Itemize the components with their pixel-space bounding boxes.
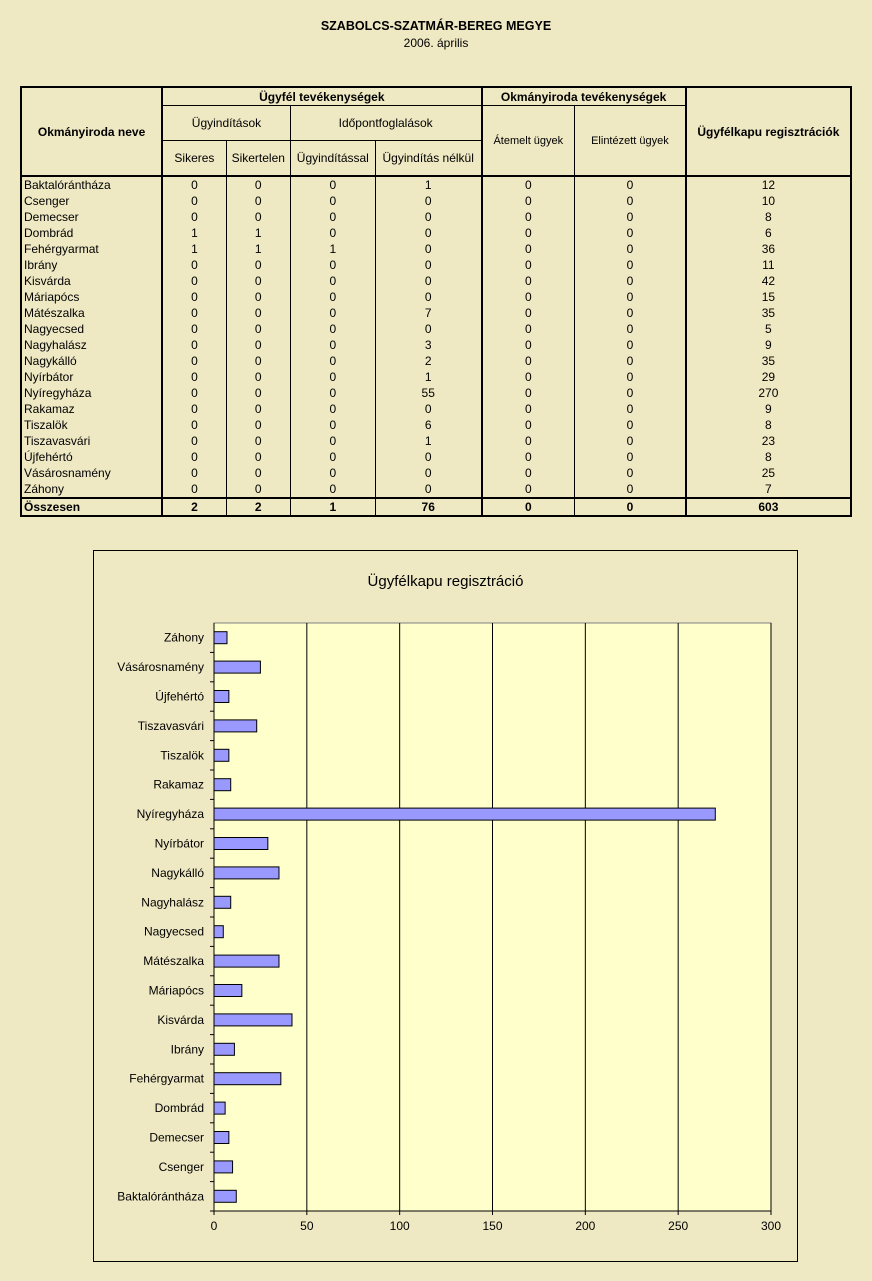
- portal-registrations-cell: 8: [686, 417, 851, 433]
- report-period: 2006. április: [403, 36, 469, 50]
- successful-cell: 1: [162, 241, 226, 257]
- transferred-cell: 0: [482, 433, 575, 449]
- without-case-start-cell: 7: [375, 305, 481, 321]
- office-name-cell: Tiszavasvári: [21, 433, 162, 449]
- bar: [214, 1132, 229, 1144]
- with-case-start-cell: 0: [290, 321, 375, 337]
- with-case-start-cell: 0: [290, 209, 375, 225]
- table-row: [21, 225, 851, 241]
- office-name-cell: Ibrány: [21, 257, 162, 273]
- completed-cell: 0: [575, 433, 686, 449]
- office-name-cell: Záhony: [21, 481, 162, 498]
- without-case-start-cell: 0: [375, 289, 481, 305]
- completed-cell: 0: [575, 225, 686, 241]
- portal-registrations-cell: 35: [686, 305, 851, 321]
- transferred-cell: 0: [482, 449, 575, 465]
- unsuccessful-cell: 0: [226, 321, 290, 337]
- category-label: Nyírbátor: [154, 836, 204, 851]
- bar: [214, 691, 229, 703]
- completed-cell: 0: [575, 498, 686, 516]
- successful-cell: 0: [162, 385, 226, 401]
- bar: [214, 1161, 233, 1173]
- successful-cell: 0: [162, 289, 226, 305]
- without-case-start-cell: 0: [375, 481, 481, 498]
- table-row: [21, 353, 851, 369]
- table-row: [21, 433, 851, 449]
- header-office-name: Okmányiroda neve: [21, 87, 162, 176]
- completed-cell: 0: [575, 241, 686, 257]
- successful-cell: 0: [162, 257, 226, 273]
- unsuccessful-cell: 1: [226, 225, 290, 241]
- portal-registrations-cell: 12: [686, 176, 851, 193]
- table-row: [21, 209, 851, 225]
- with-case-start-cell: 0: [290, 481, 375, 498]
- completed-cell: 0: [575, 369, 686, 385]
- table-row: [21, 321, 851, 337]
- bar: [214, 838, 268, 850]
- without-case-start-cell: 76: [375, 498, 481, 516]
- total-row: [21, 498, 851, 516]
- with-case-start-cell: 1: [290, 241, 375, 257]
- transferred-cell: 0: [482, 481, 575, 498]
- bar: [214, 808, 715, 820]
- category-label: Máriapócs: [148, 983, 204, 998]
- portal-registrations-cell: 23: [686, 433, 851, 449]
- without-case-start-cell: 0: [375, 401, 481, 417]
- table-row: [21, 257, 851, 273]
- without-case-start-cell: 0: [375, 193, 481, 209]
- completed-cell: 0: [575, 305, 686, 321]
- with-case-start-cell: 0: [290, 449, 375, 465]
- category-label: Ibrány: [170, 1042, 204, 1057]
- completed-cell: 0: [575, 289, 686, 305]
- successful-cell: 1: [162, 225, 226, 241]
- successful-cell: 0: [162, 481, 226, 498]
- without-case-start-cell: 0: [375, 273, 481, 289]
- successful-cell: 0: [162, 209, 226, 225]
- header-unsuccessful: Sikertelen: [226, 141, 290, 177]
- portal-registrations-cell: 15: [686, 289, 851, 305]
- completed-cell: 0: [575, 417, 686, 433]
- with-case-start-cell: 0: [290, 289, 375, 305]
- successful-cell: 0: [162, 193, 226, 209]
- transferred-cell: 0: [482, 305, 575, 321]
- portal-registrations-cell: 10: [686, 193, 851, 209]
- portal-registrations-cell: 9: [686, 337, 851, 353]
- statistics-table: [20, 86, 852, 517]
- table-row: [21, 241, 851, 257]
- office-name-cell: Nagyhalász: [21, 337, 162, 353]
- completed-cell: 0: [575, 465, 686, 481]
- without-case-start-cell: 1: [375, 433, 481, 449]
- with-case-start-cell: 0: [290, 401, 375, 417]
- office-name-cell: Újfehértó: [21, 449, 162, 465]
- unsuccessful-cell: 0: [226, 449, 290, 465]
- category-label: Mátészalka: [143, 954, 204, 969]
- table-row: [21, 385, 851, 401]
- successful-cell: 0: [162, 433, 226, 449]
- unsuccessful-cell: 0: [226, 273, 290, 289]
- portal-registrations-cell: 35: [686, 353, 851, 369]
- header-with-case-start: Ügyindítással: [290, 141, 375, 177]
- without-case-start-cell: 0: [375, 465, 481, 481]
- header-appointments: Időpontfoglalások: [290, 106, 481, 141]
- office-name-cell: Mátészalka: [21, 305, 162, 321]
- transferred-cell: 0: [482, 257, 575, 273]
- portal-registrations-cell: 270: [686, 385, 851, 401]
- category-label: Újfehértó: [155, 689, 204, 704]
- transferred-cell: 0: [482, 193, 575, 209]
- without-case-start-cell: 3: [375, 337, 481, 353]
- table-row: [21, 369, 851, 385]
- unsuccessful-cell: 0: [226, 369, 290, 385]
- office-name-cell: Nyíregyháza: [21, 385, 162, 401]
- portal-registrations-cell: 42: [686, 273, 851, 289]
- table-row: [21, 481, 851, 498]
- completed-cell: 0: [575, 401, 686, 417]
- category-label: Tiszalök: [160, 748, 204, 763]
- completed-cell: 0: [575, 193, 686, 209]
- without-case-start-cell: 55: [375, 385, 481, 401]
- bar: [214, 749, 229, 761]
- office-name-cell: Baktalórántháza: [21, 176, 162, 193]
- office-name-cell: Csenger: [21, 193, 162, 209]
- header-client-activities: Ügyfél tevékenységek: [162, 87, 481, 106]
- office-name-cell: Kisvárda: [21, 273, 162, 289]
- table-row: [21, 305, 851, 321]
- completed-cell: 0: [575, 337, 686, 353]
- transferred-cell: 0: [482, 385, 575, 401]
- completed-cell: 0: [575, 273, 686, 289]
- portal-registrations-cell: 5: [686, 321, 851, 337]
- unsuccessful-cell: 0: [226, 305, 290, 321]
- category-label: Nagyhalász: [141, 895, 204, 910]
- without-case-start-cell: 0: [375, 209, 481, 225]
- bar: [214, 926, 223, 938]
- without-case-start-cell: 1: [375, 369, 481, 385]
- with-case-start-cell: 0: [290, 417, 375, 433]
- completed-cell: 0: [575, 353, 686, 369]
- office-name-cell: Máriapócs: [21, 289, 162, 305]
- with-case-start-cell: 0: [290, 369, 375, 385]
- table-row: [21, 273, 851, 289]
- category-label: Demecser: [149, 1130, 204, 1145]
- bar: [214, 1073, 281, 1085]
- transferred-cell: 0: [482, 225, 575, 241]
- transferred-cell: 0: [482, 353, 575, 369]
- portal-registrations-cell: 25: [686, 465, 851, 481]
- office-name-cell: Összesen: [21, 498, 162, 516]
- category-label: Tiszavasvári: [137, 718, 204, 733]
- with-case-start-cell: 0: [290, 305, 375, 321]
- without-case-start-cell: 2: [375, 353, 481, 369]
- portal-registrations-cell: 603: [686, 498, 851, 516]
- unsuccessful-cell: 2: [226, 498, 290, 516]
- bar: [214, 661, 260, 673]
- portal-registrations-cell: 9: [686, 401, 851, 417]
- table-row: [21, 193, 851, 209]
- portal-registrations-cell: 6: [686, 225, 851, 241]
- header-case-starts: Ügyindítások: [162, 106, 290, 141]
- category-label: Dombrád: [154, 1101, 204, 1116]
- category-label: Záhony: [163, 630, 204, 645]
- bar: [214, 955, 279, 967]
- office-name-cell: Fehérgyarmat: [21, 241, 162, 257]
- with-case-start-cell: 0: [290, 225, 375, 241]
- transferred-cell: 0: [482, 369, 575, 385]
- with-case-start-cell: 0: [290, 353, 375, 369]
- transferred-cell: 0: [482, 209, 575, 225]
- bar-chart: [94, 551, 797, 1261]
- unsuccessful-cell: 0: [226, 433, 290, 449]
- with-case-start-cell: 0: [290, 257, 375, 273]
- transferred-cell: 0: [482, 273, 575, 289]
- transferred-cell: 0: [482, 417, 575, 433]
- category-label: Nyíregyháza: [136, 807, 204, 822]
- without-case-start-cell: 0: [375, 225, 481, 241]
- bar: [214, 1190, 236, 1202]
- category-label: Baktalórántháza: [117, 1189, 204, 1204]
- portal-registrations-cell: 7: [686, 481, 851, 498]
- completed-cell: 0: [575, 321, 686, 337]
- office-name-cell: Dombrád: [21, 225, 162, 241]
- chart-panel: [93, 550, 798, 1262]
- bar: [214, 779, 231, 791]
- office-name-cell: Nagykálló: [21, 353, 162, 369]
- unsuccessful-cell: 0: [226, 257, 290, 273]
- unsuccessful-cell: 0: [226, 465, 290, 481]
- header-successful: Sikeres: [162, 141, 226, 177]
- successful-cell: 2: [162, 498, 226, 516]
- successful-cell: 0: [162, 353, 226, 369]
- unsuccessful-cell: 0: [226, 353, 290, 369]
- successful-cell: 0: [162, 465, 226, 481]
- bar: [214, 867, 279, 879]
- chart-title: Ügyfélkapu regisztráció: [367, 573, 524, 590]
- without-case-start-cell: 1: [375, 176, 481, 193]
- transferred-cell: 0: [482, 241, 575, 257]
- bar: [214, 1014, 292, 1026]
- table-row: [21, 465, 851, 481]
- completed-cell: 0: [575, 449, 686, 465]
- with-case-start-cell: 0: [290, 193, 375, 209]
- bar: [214, 720, 257, 732]
- table-row: [21, 449, 851, 465]
- header-transferred-cases: Átemelt ügyek: [482, 106, 575, 177]
- with-case-start-cell: 0: [290, 433, 375, 449]
- table-row: [21, 337, 851, 353]
- without-case-start-cell: 0: [375, 321, 481, 337]
- transferred-cell: 0: [482, 401, 575, 417]
- unsuccessful-cell: 0: [226, 289, 290, 305]
- unsuccessful-cell: 0: [226, 401, 290, 417]
- successful-cell: 0: [162, 369, 226, 385]
- transferred-cell: 0: [482, 337, 575, 353]
- header-without-case-start: Ügyindítás nélkül: [375, 141, 481, 177]
- table-row: [21, 289, 851, 305]
- office-name-cell: Nyírbátor: [21, 369, 162, 385]
- with-case-start-cell: 0: [290, 465, 375, 481]
- x-tick-label: 150: [482, 1219, 503, 1233]
- category-label: Vásárosnamény: [117, 660, 204, 675]
- unsuccessful-cell: 0: [226, 176, 290, 193]
- bar: [214, 896, 231, 908]
- bar: [214, 985, 242, 997]
- transferred-cell: 0: [482, 321, 575, 337]
- category-label: Fehérgyarmat: [129, 1071, 204, 1086]
- x-tick-label: 200: [575, 1219, 596, 1233]
- x-tick-label: 300: [760, 1219, 782, 1233]
- completed-cell: 0: [575, 209, 686, 225]
- completed-cell: 0: [575, 481, 686, 498]
- portal-registrations-cell: 8: [686, 209, 851, 225]
- transferred-cell: 0: [482, 289, 575, 305]
- unsuccessful-cell: 0: [226, 193, 290, 209]
- successful-cell: 0: [162, 401, 226, 417]
- header-office-activities: Okmányiroda tevékenységek: [482, 87, 686, 106]
- category-label: Kisvárda: [157, 1012, 204, 1027]
- with-case-start-cell: 0: [290, 337, 375, 353]
- with-case-start-cell: 0: [290, 176, 375, 193]
- office-name-cell: Tiszalök: [21, 417, 162, 433]
- without-case-start-cell: 0: [375, 257, 481, 273]
- without-case-start-cell: 0: [375, 241, 481, 257]
- header-completed-cases: Elintézett ügyek: [575, 106, 686, 177]
- with-case-start-cell: 0: [290, 273, 375, 289]
- category-label: Rakamaz: [153, 777, 204, 792]
- office-name-cell: Vásárosnamény: [21, 465, 162, 481]
- successful-cell: 0: [162, 273, 226, 289]
- category-label: Csenger: [158, 1159, 204, 1174]
- without-case-start-cell: 0: [375, 449, 481, 465]
- table-row: [21, 176, 851, 193]
- successful-cell: 0: [162, 176, 226, 193]
- unsuccessful-cell: 0: [226, 481, 290, 498]
- completed-cell: 0: [575, 176, 686, 193]
- successful-cell: 0: [162, 417, 226, 433]
- category-label: Nagyecsed: [143, 924, 204, 939]
- transferred-cell: 0: [482, 465, 575, 481]
- transferred-cell: 0: [482, 498, 575, 516]
- successful-cell: 0: [162, 305, 226, 321]
- bar: [214, 632, 227, 644]
- with-case-start-cell: 1: [290, 498, 375, 516]
- unsuccessful-cell: 0: [226, 337, 290, 353]
- portal-registrations-cell: 11: [686, 257, 851, 273]
- portal-registrations-cell: 29: [686, 369, 851, 385]
- table-row: [21, 417, 851, 433]
- x-tick-label: 100: [389, 1219, 410, 1233]
- successful-cell: 0: [162, 449, 226, 465]
- report-title: SZABOLCS-SZATMÁR-BEREG MEGYE: [320, 19, 552, 33]
- x-tick-label: 0: [210, 1219, 218, 1233]
- header-portal-registrations: Ügyfélkapu regisztrációk: [686, 87, 851, 176]
- bar: [214, 1043, 234, 1055]
- x-tick-label: 50: [300, 1219, 314, 1233]
- table-row: [21, 401, 851, 417]
- bar: [214, 1102, 225, 1114]
- office-name-cell: Rakamaz: [21, 401, 162, 417]
- category-label: Nagykálló: [151, 865, 204, 880]
- unsuccessful-cell: 0: [226, 417, 290, 433]
- unsuccessful-cell: 0: [226, 209, 290, 225]
- successful-cell: 0: [162, 321, 226, 337]
- with-case-start-cell: 0: [290, 385, 375, 401]
- unsuccessful-cell: 1: [226, 241, 290, 257]
- office-name-cell: Nagyecsed: [21, 321, 162, 337]
- portal-registrations-cell: 8: [686, 449, 851, 465]
- successful-cell: 0: [162, 337, 226, 353]
- without-case-start-cell: 6: [375, 417, 481, 433]
- office-name-cell: Demecser: [21, 209, 162, 225]
- completed-cell: 0: [575, 385, 686, 401]
- portal-registrations-cell: 36: [686, 241, 851, 257]
- completed-cell: 0: [575, 257, 686, 273]
- transferred-cell: 0: [482, 176, 575, 193]
- unsuccessful-cell: 0: [226, 385, 290, 401]
- x-tick-label: 250: [668, 1219, 689, 1233]
